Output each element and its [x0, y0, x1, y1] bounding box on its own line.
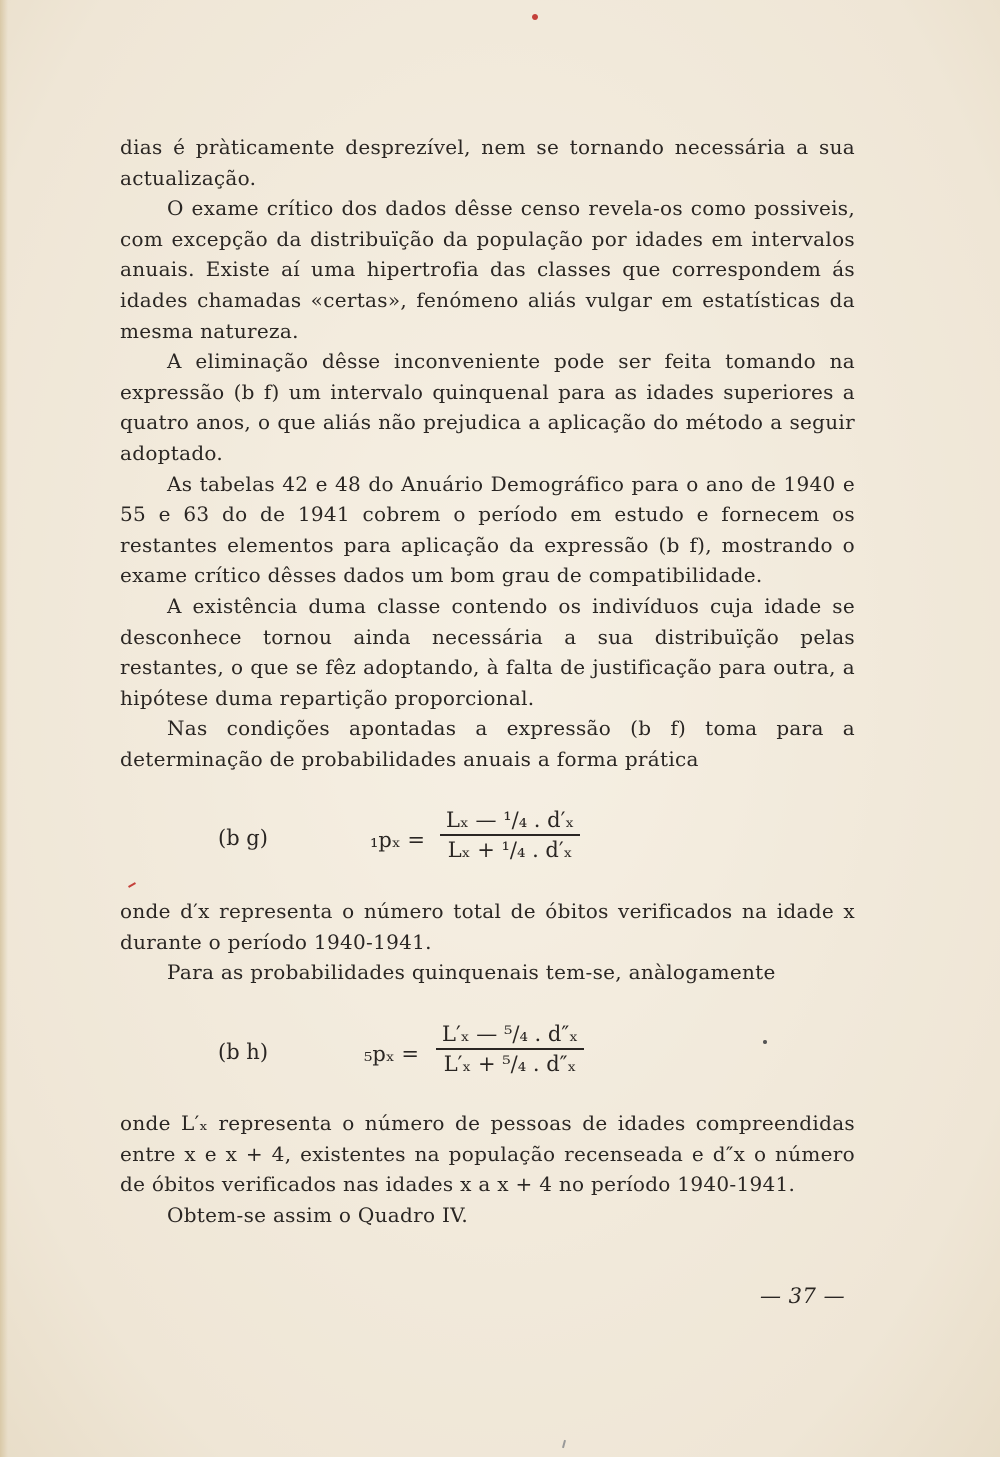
paragraph-1: dias é pràticamente desprezível, nem se tornando necessária a sua actualização.: [120, 135, 855, 190]
formula-bh-numerator: L′ₓ — ⁵/₄ . d″ₓ: [442, 1022, 579, 1046]
formula-bh: [0, 1020, 1000, 1100]
text-block-bottom: [120, 1108, 855, 1230]
formula-bg-numerator: Lₓ — ¹/₄ . d′ₓ: [446, 808, 575, 832]
paragraph-9: onde L′ₓ representa o número de pessoas de idades compreendidas entre x e x + 4, existentes na população recenseada e d″x o número de óbitos verificados nas idades x a x + 4 no período 1940-1941.: [120, 1111, 855, 1197]
formula-bg-lhs: ₁pₓ =: [370, 828, 426, 852]
paragraph-7: onde d′x representa o número total de óbitos verificados na idade x durante o período 1940-1941.: [120, 899, 855, 954]
page-edge-shadow: [0, 0, 8, 1457]
paragraph-5: A existência duma classe contendo os indivíduos cuja idade se desconhece tornou ainda necessária a sua distribuïção pelas restantes, o que se fêz adoptando, à falta de justificação para outra, a hipótese duma repartição proporcional.: [120, 593, 855, 710]
paragraph-2: O exame crítico dos dados dêsse censo revela-os como possiveis, com excepção da distribuïção da população por idades em intervalos anuais. Existe aí uma hipertrofia das classes que correspondem ás idades chamadas «certas», fenómeno aliás vulgar em estatísticas da mesma natureza.: [120, 196, 855, 343]
formula-bh-label: (b h): [218, 1040, 269, 1064]
fraction-bar: [440, 834, 580, 836]
stray-dot: [763, 1040, 767, 1044]
paragraph-6: Nas condições apontadas a expressão (b f) toma para a determinação de probabilidades anuais a forma prática: [120, 716, 855, 771]
fraction-bar: [436, 1048, 584, 1050]
formula-bh-denominator: L′ₓ + ⁵/₄ . d″ₓ: [443, 1052, 577, 1076]
formula-bh-lhs: ₅pₓ =: [364, 1042, 420, 1066]
paragraph-10: Obtem-se assim o Quadro IV.: [167, 1202, 469, 1227]
stray-mark: [562, 1440, 566, 1448]
formula-bg-denominator: Lₓ + ¹/₄ . d′ₓ: [447, 838, 573, 862]
paragraph-8: Para as probabilidades quinquenais tem-se, anàlogamente: [167, 960, 776, 985]
page-number: — 37 —: [760, 1284, 846, 1308]
formula-bh-fraction: [436, 1022, 584, 1076]
text-block-middle: [120, 896, 855, 988]
text-block-top: [120, 132, 855, 774]
formula-bg: [0, 806, 1000, 886]
paragraph-4: As tabelas 42 e 48 do Anuário Demográfico para o ano de 1940 e 55 e 63 do de 1941 cobrem o período em estudo e fornecem os restantes elementos para aplicação da expressão (b f), mostrando o exame crítico dêsses dados um bom grau de compatibilidade.: [120, 471, 855, 588]
paragraph-3: A eliminação dêsse inconveniente pode ser feita tomando na expressão (b f) um intervalo quinquenal para as idades superiores a quatro anos, o que aliás não prejudica a aplicação do método a seguir adoptado.: [120, 349, 855, 465]
formula-bg-fraction: [440, 808, 580, 862]
red-ink-mark: [532, 14, 538, 20]
formula-bg-label: (b g): [218, 826, 268, 850]
